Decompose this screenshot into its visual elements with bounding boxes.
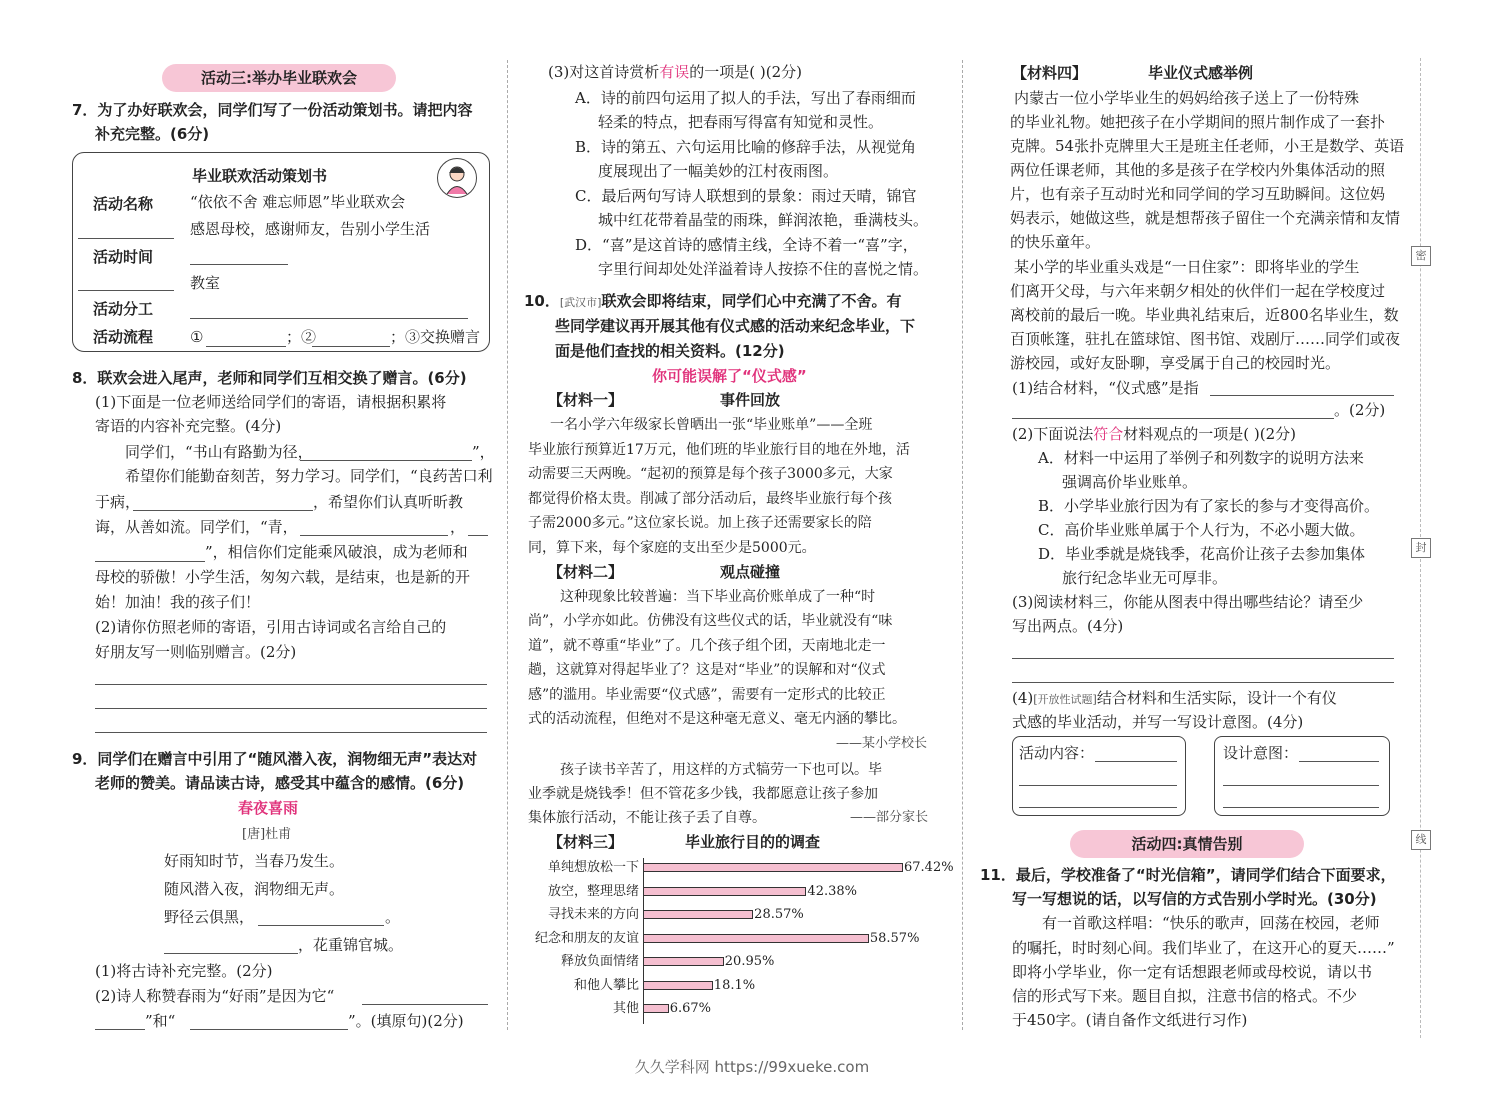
chart-value-label: 28.57%: [754, 907, 804, 922]
m1-line: 同，算下来，每个家庭的支出至少是5000元。: [528, 540, 816, 556]
answer-line: [1012, 658, 1394, 659]
c3-option-a: A．材料一中运用了举例子和列数字的说明方法来: [1038, 449, 1364, 467]
q11-line: 有一首歌这样唱：“快乐的歌声，回荡在校园，老师: [1042, 914, 1380, 932]
m1-line: 都觉得价格太贵。削减了部分活动后，最终毕业旅行每个孩: [528, 491, 892, 507]
q9-3-text: (3)对这首诗赏析: [548, 63, 660, 81]
q10-num: 10．: [524, 292, 560, 310]
m1-title: 事件回放: [720, 391, 781, 409]
plan-flow-2: ；②: [286, 328, 317, 346]
answer-line: [1019, 807, 1177, 808]
q11-line: 信的形式写下来。题目自拟，注意书信的格式。不少: [1012, 987, 1358, 1005]
chart-value-label: 18.1%: [713, 977, 756, 993]
q8-line: 于病，: [95, 493, 141, 511]
q9-3-emph: 有误: [659, 63, 690, 81]
chart-bar: [643, 887, 806, 896]
answer-line: [1019, 785, 1177, 786]
answer-line: [1095, 761, 1177, 762]
m2-line: 孩子读书辛苦了，用这样的方式犒劳一下也可以。毕: [560, 762, 882, 778]
option-d: D．“喜”是这首诗的感情主线，全诗不着一“喜”字，: [575, 236, 918, 254]
m1-line: 动需要三天两晚。“起初的预算是每个孩子3000多元，大家: [528, 466, 893, 482]
answer-line: [190, 1029, 348, 1030]
plan-division-label: 活动分工: [93, 300, 154, 318]
chart-bar: [643, 934, 869, 943]
poem-period: 。: [385, 908, 401, 926]
m4-line: 某小学的毕业重头戏是“一日住家”：即将毕业的学生: [1014, 258, 1360, 276]
plan-flow-label: 活动流程: [93, 328, 154, 346]
answer-line: [206, 346, 286, 347]
answer-line: [190, 264, 288, 265]
chart-bar: [643, 981, 713, 990]
answer-line: [95, 561, 205, 562]
chart-category-label: 和他人攀比: [573, 977, 639, 993]
seal-mark: 线: [1411, 830, 1431, 850]
q10-tag: [武汉市]: [559, 296, 602, 309]
answer-line: [164, 953, 298, 954]
m2-signature: ——某小学校长: [836, 736, 928, 751]
c3-option-b: B．小学毕业旅行因为有了家长的参与才变得高价。: [1038, 497, 1380, 515]
q9-3: [548, 62, 802, 82]
teacher-avatar-icon: [437, 158, 477, 198]
chart-value-label: 20.95%: [724, 954, 775, 969]
q9-text: 老师的赞美。请品读古诗，感受其中蕴含的感情。(6分): [95, 774, 465, 792]
option-b-cont: 度展现出了一幅美妙的江村夜雨图。: [598, 162, 839, 180]
answer-line: [95, 1029, 145, 1030]
chart-value-label: 67.42%: [904, 860, 954, 875]
answer-line: [133, 510, 313, 511]
q9-1: (1)将古诗补充完整。(2分): [95, 962, 273, 980]
m2-line: 感”的滥用。毕业需要“仪式感”，需要有一定形式的比较正: [528, 687, 886, 703]
option-c: C．最后两句写诗人联想到的景象：雨过天晴，锦官: [575, 187, 917, 205]
chart-bar: [643, 910, 753, 919]
m2-line: 式的活动流程，但绝对不是这种毫无意义、毫无内涵的攀比。: [528, 711, 906, 727]
answer-line: [1210, 395, 1394, 396]
activity-content-box: [1012, 736, 1186, 816]
q9-2: ”。(填原句)(2分): [348, 1012, 464, 1030]
poem-author: [唐]杜甫: [242, 827, 292, 842]
m1-line: 一名小学六年级家长曾晒出一张“毕业账单”——全班: [550, 417, 873, 433]
q8-line: 母校的骄傲！小学生活，匆匆六载，是结束，也是新的开: [95, 568, 471, 586]
m4-line: 百顶帐篷，驻扎在篮球馆、图书馆、戏剧厅……同学们或夜: [1010, 330, 1401, 348]
q10-text: 些同学建议再开展其他有仪式感的活动来纪念毕业，下: [555, 317, 916, 335]
q11-text: 写一写想说的话，以写信的方式告别小学时光。(30分): [1012, 890, 1377, 908]
m4-title: 毕业仪式感举例: [1148, 64, 1254, 82]
survey-bar-chart: [510, 856, 954, 1028]
q8-line: 始！加油！我的孩子们！: [95, 593, 261, 611]
m2-line: 尚”，小学亦如此。仿佛没有这些仪式的话，毕业就没有“味: [528, 613, 893, 629]
answer-line: [1012, 682, 1394, 683]
seal-mark: 封: [1411, 538, 1431, 558]
chart-bar: [643, 957, 724, 966]
c3-q3: (3)阅读材料三，你能从图表中得出哪些结论？请至少: [1012, 593, 1364, 611]
material-headline: 你可能误解了“仪式感”: [652, 367, 807, 385]
c3-q2-end: 材料观点的一项是( )(2分): [1123, 425, 1296, 443]
c3-option-a-cont: 强调高价毕业账单。: [1062, 473, 1198, 491]
m4-line: 们离开父母，与六年来朝夕相处的伙伴们一起在学校度过: [1010, 282, 1386, 300]
design-intent-label: 设计意图：: [1223, 744, 1299, 762]
chart-bar: [643, 863, 903, 872]
m4-line: 游校园，或好友卧聊，享受属于自己的校园时光。: [1010, 354, 1341, 372]
plan-name-value: “依依不舍 难忘师恩”毕业联欢会: [190, 193, 406, 211]
q7-text: 补充完整。(6分): [95, 125, 210, 143]
chart-title: 毕业旅行目的的调查: [685, 833, 821, 851]
q10-text: 面是他们查找的相关资料。(12分): [555, 342, 785, 360]
m4-line: 克牌。54张扑克牌里大王是班主任老师，小王是数学、英语: [1010, 137, 1405, 155]
c3-q1-end: 。(2分): [1334, 401, 1386, 419]
c3-q1: (1)结合材料，“仪式感”是指: [1012, 379, 1199, 397]
q8-line: 诲，从善如流。同学们，“青，: [95, 518, 298, 536]
answer-line: [468, 535, 488, 536]
option-a: A．诗的前四句运用了拟人的手法，写出了春雨细而: [575, 89, 916, 107]
q10-text: [524, 291, 901, 313]
q9-3-end: 的一项是( )(2分): [689, 63, 802, 81]
c3-q2: [1012, 424, 1296, 444]
m2-label: 【材料二】: [548, 563, 624, 581]
answer-line: [300, 460, 472, 461]
plan-flow-1: ①: [190, 328, 204, 346]
m2-line: 业季就是烧钱季！但不管花多少钱，我都愿意让孩子参加: [528, 786, 878, 802]
chart-value-label: 6.67%: [669, 1001, 712, 1016]
poem-title: 春夜喜雨: [238, 799, 299, 817]
m4-line: 两位任课老师，其他的多是孩子在学校内外集体活动的照: [1010, 161, 1386, 179]
chart-category-label: 其他: [612, 1001, 639, 1016]
activity3-banner: 活动三:举办毕业联欢会: [162, 64, 396, 92]
column-divider: [962, 60, 963, 1030]
m2-line: 这种现象比较普遍：当下毕业高价账单成了一种“时: [560, 589, 876, 605]
c3-q4: [1012, 688, 1337, 710]
m3-label: 【材料三】: [548, 833, 624, 851]
chart-category-label: 纪念和朋友的友谊: [534, 930, 639, 946]
m4-line: 妈表示，她做这些，就是想帮孩子留住一个充满亲情和友情: [1010, 209, 1401, 227]
chart-value-label: 42.38%: [807, 883, 857, 899]
option-c-cont: 城中红花带着晶莹的雨珠，鲜润浓艳，垂满枝头。: [598, 211, 929, 229]
m2-line: 趟，这就算对得起毕业了？这是对“毕业”的误解和对“仪式: [528, 662, 886, 678]
c3-q4-tag: [开放性试题]: [1033, 693, 1097, 706]
q8-comma: ，: [450, 518, 466, 536]
q11-line: 的嘱托，时时刻心间。我们毕业了，在这开心的夏天……”: [1012, 939, 1395, 957]
q8-text: 8．联欢会进入尾声，老师和同学们互相交换了赠言。(6分): [72, 369, 467, 387]
activity4-banner: 活动四:真情告别: [1070, 830, 1304, 858]
c3-q2-text: (2)下面说法: [1012, 425, 1094, 443]
m1-line: 子需2000多元。”这位家长说。加上孩子还需要家长的陪: [528, 515, 872, 531]
plan-purpose: 感恩母校，感谢师友，告别小学生活: [190, 220, 431, 238]
m4-line: 片，也有亲子互动时光和同学间的学习互助瞬间。这位妈: [1010, 185, 1386, 203]
q8-line: 寄语的内容补充完整。(4分): [95, 417, 282, 435]
c3-q4-text: 结合材料和生活实际，设计一个有仪: [1096, 689, 1337, 707]
q9-text: 9．同学们在赠言中引用了“随风潜入夜，润物细无声”表达对: [72, 750, 478, 768]
chart-category-label: 释放负面情绪: [560, 954, 639, 969]
answer-line: [190, 318, 468, 319]
q8-line: 好朋友写一则临别赠言。(2分): [95, 643, 297, 661]
m4-line: 的快乐童年。: [1010, 233, 1101, 251]
q10-line1: 联欢会即将结束，同学们心中充满了不舍。有: [601, 292, 902, 310]
m2-line: 道”，就不尊重“毕业”了。几个孩子组个团，天南地北走一: [528, 638, 886, 654]
q8-line: ”，相信你们定能乘风破浪，成为老师和: [205, 543, 468, 561]
answer-line: [95, 708, 487, 709]
c3-q2-emph: 符合: [1093, 425, 1124, 443]
q8-line: 希望你们能勤奋刻苦，努力学习。同学们，“良药苦口利: [125, 467, 493, 485]
m4-line: 的毕业礼物。她把孩子在小学期间的照片制作成了一套扑: [1010, 113, 1386, 131]
plan-flow-3: ；③交换赠言: [390, 328, 481, 346]
plan-time-label: 活动时间: [93, 248, 154, 266]
c3-q4: 式感的毕业活动，并写一写设计意图。(4分): [1012, 713, 1304, 731]
chart-bar: [643, 1004, 669, 1013]
site-footer: 久久学科网 https://99xueke.com: [634, 1058, 870, 1076]
option-b: B．诗的第五、六句运用比喻的修辞手法，从视觉角: [575, 138, 917, 156]
poem-line: ，花重锦官城。: [298, 936, 404, 954]
answer-line: [78, 238, 174, 239]
m4-line: 内蒙古一位小学毕业生的妈妈给孩子送上了一份特殊: [1014, 89, 1360, 107]
q8-line: (2)请你仿照老师的寄语，引用古诗词或名言给自己的: [95, 618, 447, 636]
poem-line: 随风潜入夜，润物细无声。: [164, 880, 345, 898]
chart-value-label: 58.57%: [869, 930, 920, 946]
answer-line: [95, 684, 487, 685]
c3-option-d: D．毕业季就是烧钱季，花高价让孩子去参加集体: [1038, 545, 1366, 563]
option-a-cont: 轻柔的特点，把春雨写得富有知觉和灵性。: [598, 113, 884, 131]
q7-text: 7．为了办好联欢会，同学们写了一份活动策划书。请把内容: [72, 101, 473, 119]
q11-text: 11．最后，学校准备了“时光信箱”，请同学们结合下面要求，: [980, 866, 1396, 884]
answer-line: [1012, 418, 1334, 419]
q9-2: (2)诗人称赞春雨为“好雨”是因为它“: [95, 987, 335, 1005]
design-intent-box: [1214, 736, 1390, 816]
plan-title: 毕业联欢活动策划书: [192, 167, 328, 185]
q11-line: 即将小学毕业，你一定有话想跟老师或母校说，请以书: [1012, 963, 1373, 981]
c3-option-c: C．高价毕业账单属于个人行为，不必小题大做。: [1038, 521, 1365, 539]
chart-category-label: 单纯想放松一下: [547, 860, 639, 875]
q11-line: 于450字。(请自备作文纸进行习作): [1012, 1011, 1248, 1029]
answer-line: [312, 346, 390, 347]
q8-line: ，希望你们认真听昕教: [313, 493, 464, 511]
m4-line: 离校前的最后一晚。毕业典礼结束后，近800名毕业生，数: [1010, 306, 1399, 324]
m2-signature: ——部分家长: [850, 810, 929, 825]
option-d-cont: 字里行间却处处洋溢着诗人按捺不住的喜悦之情。: [598, 260, 929, 278]
answer-line: [95, 732, 487, 733]
answer-line: [258, 925, 384, 926]
answer-line: [300, 535, 448, 536]
c3-option-d-cont: 旅行纪念毕业无可厚非。: [1062, 569, 1228, 587]
q8-line: (1)下面是一位老师送给同学们的寄语，请根据积累将: [95, 393, 447, 411]
c3-q3: 写出两点。(4分): [1012, 617, 1124, 635]
m2-title: 观点碰撞: [720, 563, 781, 581]
seal-mark: 密: [1411, 246, 1431, 266]
q8-quote-end: ”，: [472, 443, 495, 461]
chart-category-label: 寻找未来的方向: [547, 907, 639, 922]
answer-line: [1223, 785, 1379, 786]
m1-label: 【材料一】: [548, 391, 624, 409]
answer-line: [1299, 761, 1379, 762]
poem-line: 野径云俱黑，: [164, 908, 255, 926]
chart-category-label: 放空，整理思绪: [547, 883, 639, 899]
column-divider: [507, 60, 508, 1030]
activity-content-label: 活动内容：: [1019, 744, 1095, 762]
q8-line: 同学们，“书山有路勤为径，: [125, 443, 313, 461]
answer-line: [1223, 807, 1379, 808]
plan-name-label: 活动名称: [93, 195, 154, 213]
m1-line: 毕业旅行预算近17万元，他们班的毕业旅行目的地在外地，活: [528, 442, 910, 458]
poem-line: 好雨知时节，当春乃发生。: [164, 852, 345, 870]
c3-q4-num: (4): [1012, 689, 1034, 707]
answer-line: [78, 290, 174, 291]
q9-2: ”和“: [145, 1012, 176, 1030]
m2-line: 集体旅行活动，不能让孩子丢了自尊。: [528, 810, 766, 826]
answer-line: [362, 1004, 488, 1005]
m4-label: 【材料四】: [1012, 64, 1088, 82]
plan-place: 教室: [190, 274, 221, 292]
